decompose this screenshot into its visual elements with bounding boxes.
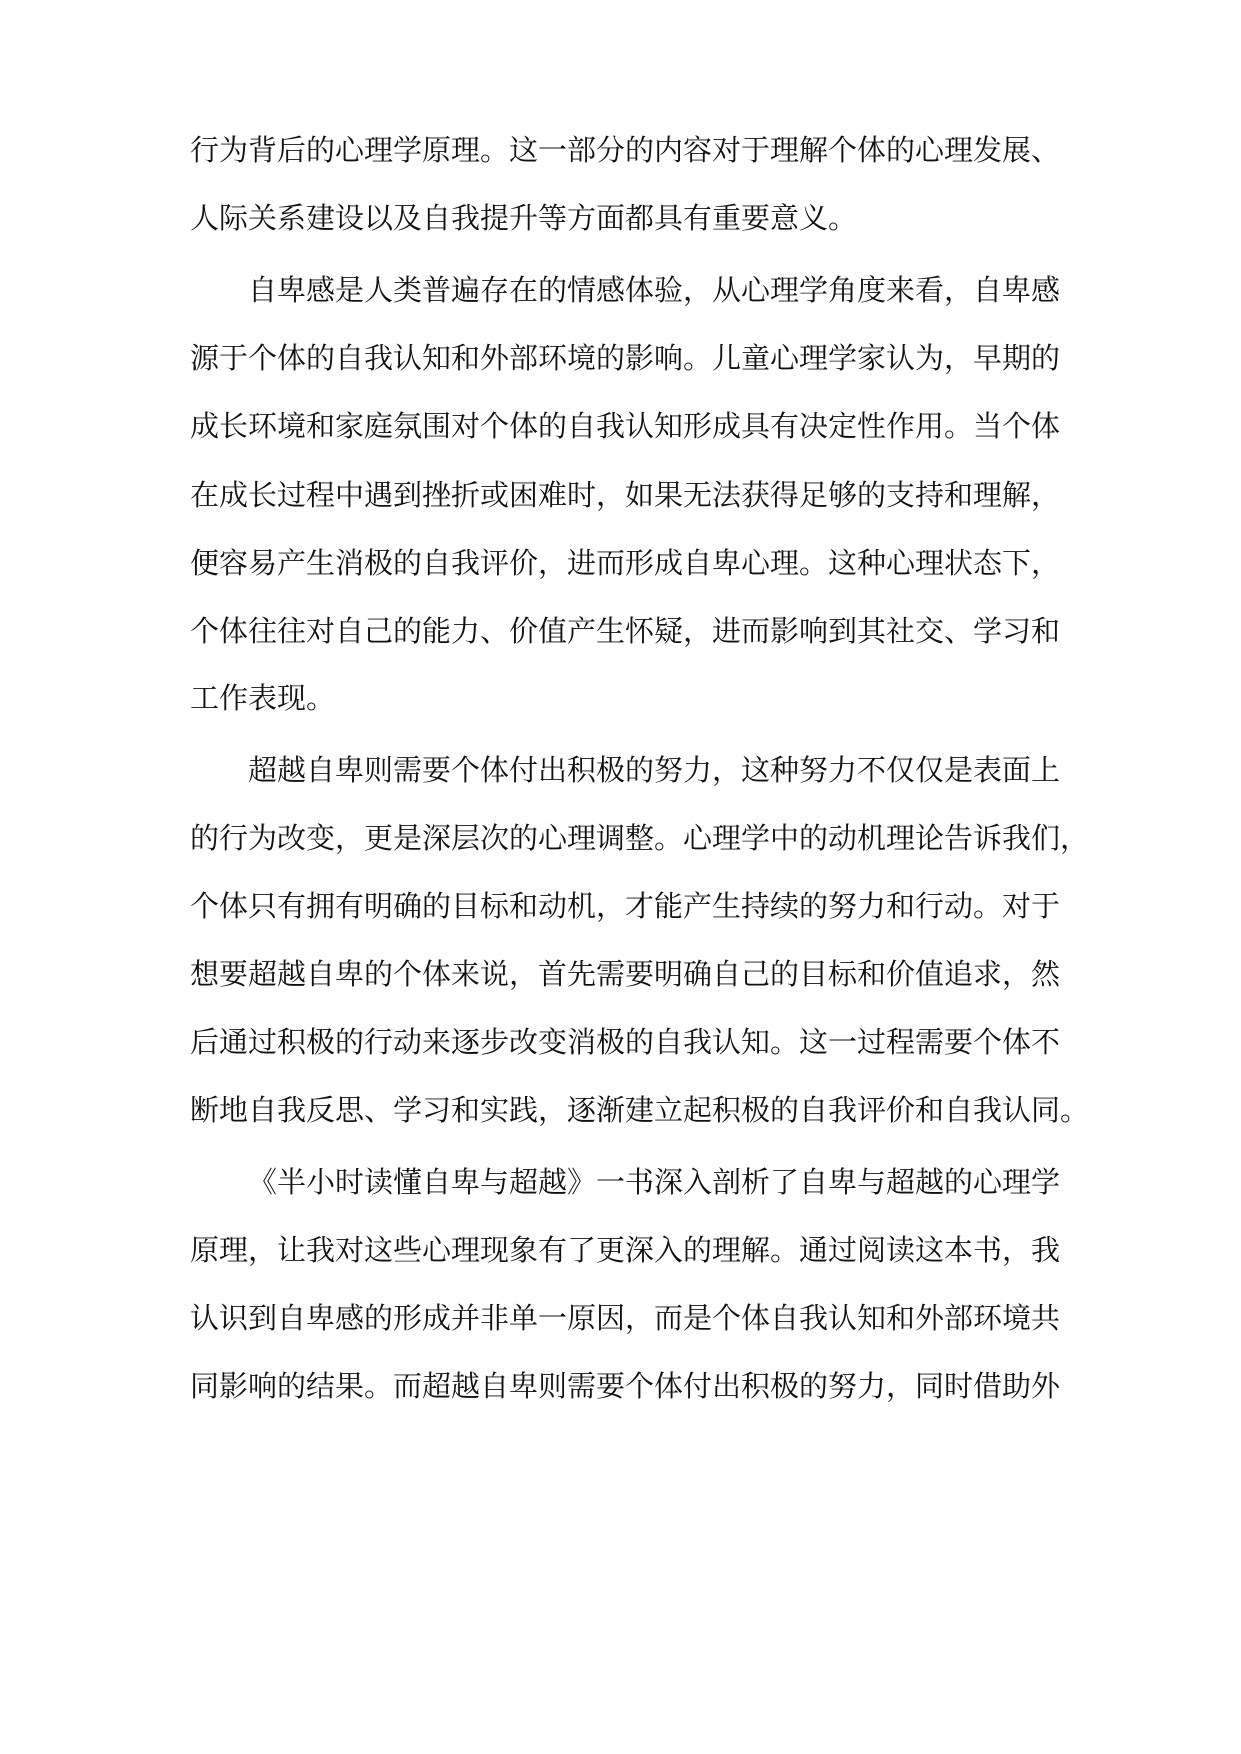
text-line: 断地自我反思、学习和实践，逐渐建立起积极的自我评价和自我认同。 — [190, 1093, 1090, 1127]
text-line: 成长环境和家庭氛围对个体的自我认知形成具有决定性作用。当个体 — [190, 409, 1061, 443]
text-line: 在成长过程中遇到挫折或困难时，如果无法获得足够的支持和理解， — [190, 478, 1061, 512]
text-line: 源于个体的自我认知和外部环境的影响。儿童心理学家认为，早期的 — [190, 341, 1061, 375]
text-line: 便容易产生消极的自我评价，进而形成自卑心理。这种心理状态下， — [190, 546, 1061, 580]
paragraph-start-line: 《半小时读懂自卑与超越》一书深入剖析了自卑与超越的心理学 — [248, 1165, 1061, 1199]
text-line: 人际关系建设以及自我提升等方面都具有重要意义。 — [190, 201, 858, 235]
paragraph-start-line: 超越自卑则需要个体付出积极的努力，这种努力不仅仅是表面上 — [248, 753, 1061, 787]
text-line: 行为背后的心理学原理。这一部分的内容对于理解个体的心理发展、 — [190, 133, 1061, 167]
text-line: 个体往往对自己的能力、价值产生怀疑，进而影响到其社交、学习和 — [190, 614, 1061, 648]
text-line: 个体只有拥有明确的目标和动机，才能产生持续的努力和行动。对于 — [190, 889, 1061, 923]
text-line: 想要超越自卑的个体来说，首先需要明确自己的目标和价值追求，然 — [190, 957, 1061, 991]
text-line: 认识到自卑感的形成并非单一原因，而是个体自我认知和外部环境共 — [190, 1301, 1061, 1335]
text-line: 原理，让我对这些心理现象有了更深入的理解。通过阅读这本书，我 — [190, 1233, 1061, 1267]
text-line: 后通过积极的行动来逐步改变消极的自我认知。这一过程需要个体不 — [190, 1025, 1061, 1059]
text-line: 同影响的结果。而超越自卑则需要个体付出积极的努力，同时借助外 — [190, 1369, 1061, 1403]
text-line: 工作表现。 — [190, 681, 336, 715]
paragraph-start-line: 自卑感是人类普遍存在的情感体验，从心理学角度来看，自卑感 — [248, 273, 1061, 307]
text-line: 的行为改变，更是深层次的心理调整。心理学中的动机理论告诉我们， — [190, 821, 1090, 855]
